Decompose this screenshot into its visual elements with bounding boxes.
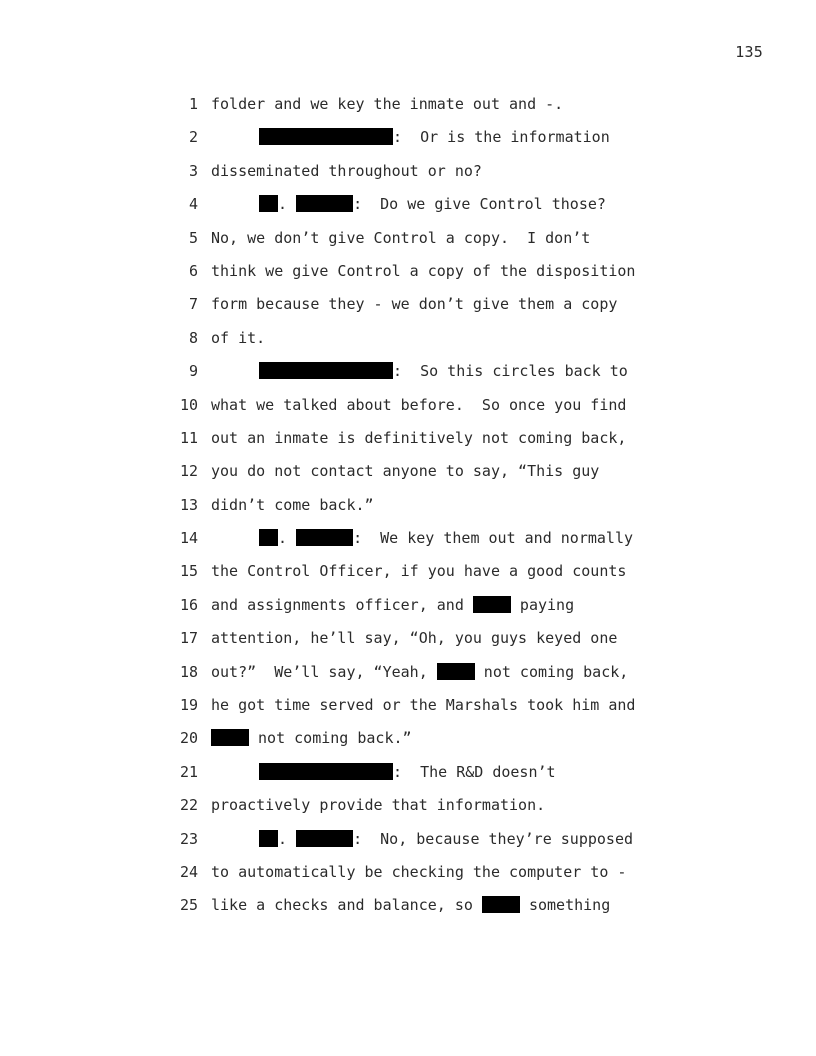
redaction-block [259,195,278,212]
transcript-line [170,792,690,825]
line-number: 13 [179,495,198,514]
line-number: 4 [188,195,198,214]
line-number: 16 [179,595,198,614]
transcript-line [170,859,690,892]
transcript-line [170,458,690,491]
transcript-line [170,492,690,525]
line-number: 14 [179,529,198,548]
line-text: the Control Officer, if you have a good counts [211,562,627,581]
line-text: . : Do we give Control those? [211,191,606,224]
transcript-body [170,91,690,926]
line-text: what we talked about before. So once you find [211,395,627,414]
redaction-block [296,195,353,212]
line-text: : The R&D doesn’t [211,759,556,792]
line-number: 6 [188,261,198,280]
line-number: 20 [179,729,198,748]
transcript-line [170,892,690,925]
transcript-line [170,291,690,324]
transcript-line [170,692,690,725]
transcript-line [170,425,690,458]
line-text: . : No, because they’re supposed [211,826,633,859]
line-number: 19 [179,696,198,715]
transcript-line [170,558,690,591]
line-text: not coming back.” [211,725,412,758]
line-text: disseminated throughout or no? [211,161,482,180]
redaction-block [437,663,475,680]
line-number: 11 [179,428,198,447]
redaction-block [259,362,393,379]
transcript-line [170,225,690,258]
transcript-line [170,659,690,692]
line-text: folder and we key the inmate out and -. [211,95,564,113]
line-number: 21 [179,762,198,781]
transcript-line [170,91,690,124]
transcript-line [170,124,690,157]
redaction-block [259,830,278,847]
transcript-line [170,325,690,358]
page-number: 135 [735,43,763,61]
line-number: 17 [179,629,198,648]
line-number: 22 [179,796,198,815]
line-text: to automatically be checking the computer to - [211,862,627,881]
line-number: 15 [179,562,198,581]
line-text: and assignments officer, and paying [211,595,575,614]
line-number: 23 [179,829,198,848]
line-number: 7 [188,295,198,314]
line-number: 2 [188,128,198,147]
line-number: 3 [188,161,198,180]
line-number: 1 [188,95,198,113]
line-number: 24 [179,862,198,881]
line-text: proactively provide that information. [211,796,546,815]
line-text: attention, he’ll say, “Oh, you guys keyed one [211,629,618,648]
line-text: form because they - we don’t give them a copy [211,295,618,314]
line-text: he got time served or the Marshals took him and [211,696,636,715]
transcript-line [170,191,690,224]
line-text: of it. [211,328,266,347]
transcript-line [170,725,690,758]
transcript-line [170,759,690,792]
line-text: No, we don’t give Control a copy. I don’t [211,228,591,247]
transcript-line [170,158,690,191]
redaction-block [259,128,393,145]
line-text: : So this circles back to [211,358,628,391]
line-text: you do not contact anyone to say, “This guy [211,462,600,481]
line-number: 8 [188,328,198,347]
line-number: 12 [179,462,198,481]
line-number: 25 [179,896,198,915]
line-text: . : We key them out and normally [211,525,633,558]
line-text: like a checks and balance, so something [211,896,611,915]
transcript-line [170,525,690,558]
redaction-block [296,529,353,546]
transcript-line [170,258,690,291]
redaction-block [296,830,353,847]
line-number: 5 [188,228,198,247]
transcript-line [170,358,690,391]
line-number: 9 [188,362,198,381]
transcript-line [170,826,690,859]
redaction-block [211,729,249,746]
transcript-line [170,592,690,625]
line-text: : Or is the information [211,124,610,157]
redaction-block [482,896,520,913]
redaction-block [259,763,393,780]
line-text: out an inmate is definitively not coming back, [211,428,627,447]
transcript-line [170,392,690,425]
line-number: 18 [179,662,198,681]
line-text: didn’t come back.” [211,495,374,514]
line-text: out?” We’ll say, “Yeah, not coming back, [211,662,629,681]
line-number: 10 [179,395,198,414]
redaction-block [473,596,511,613]
line-text: think we give Control a copy of the disposition [211,261,636,280]
transcript-line [170,625,690,658]
redaction-block [259,529,278,546]
